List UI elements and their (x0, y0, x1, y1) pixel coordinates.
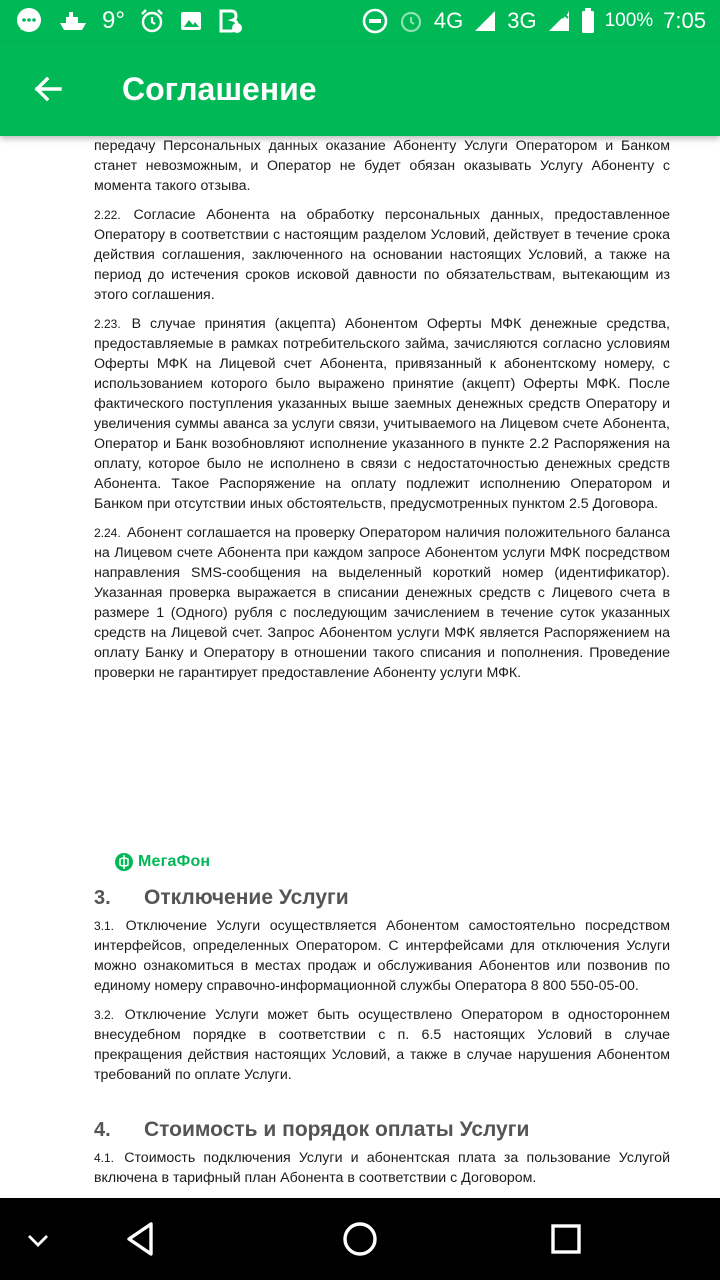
network-3g-label: 3G (507, 8, 537, 33)
boost-icon (217, 8, 243, 34)
page-title: Соглашение (122, 70, 317, 107)
app-bar (0, 42, 720, 136)
section-number: 3. (94, 887, 111, 909)
clause-number: 2.23. (94, 317, 121, 331)
chevron-down-icon (25, 1227, 51, 1253)
status-bar (0, 0, 720, 42)
clause-3-2 (94, 1005, 670, 1085)
section-4-heading (94, 1118, 529, 1142)
battery-icon (581, 8, 595, 34)
triangle-back-icon (123, 1220, 157, 1258)
logo-text: МегаФон (138, 853, 211, 870)
signal-4g-icon (473, 9, 497, 33)
battery-percent: 100% (604, 10, 654, 31)
megafon-logo (114, 852, 210, 872)
clause-number: 3.1. (94, 919, 115, 933)
paragraph-continuation: передачу Персональных данных оказание Абоненту Услуги Оператором и Банком станет невозможным, и Оператор не будет обязан оказывать Услугу Абоненту с момента такого отзыва. (94, 138, 670, 194)
clause-text: Стоимость подключения Услуги и абонентская плата за пользование Услугой включена в тарифный план Абонента в соответствии с Договором. (94, 1150, 670, 1186)
clause-text: Согласие Абонента на обработку персональных данных, предоставленное Оператору в соответствии с настоящим разделом Условий, действует в течение срока действия соглашения, заключенного на основании настоящих Условий, а также на период до истечения сроков исковой давности по обязательствам, вытекающим из этого соглашения. (94, 207, 670, 303)
ship-icon (58, 9, 88, 33)
section-title: Отключение Услуги (144, 886, 349, 909)
clause-number: 3.2. (94, 1008, 115, 1022)
megafon-logo-icon (114, 852, 134, 872)
signal-3g-icon (547, 9, 571, 33)
back-button[interactable] (0, 42, 96, 136)
section-4-body (94, 1148, 670, 1197)
clause-2-23 (94, 314, 670, 514)
document-page-2 (94, 136, 670, 692)
alarm-dim-icon (398, 8, 424, 34)
alarm-clock-icon (139, 8, 165, 34)
nav-back-button[interactable] (112, 1214, 168, 1264)
document-viewer[interactable] (0, 136, 720, 1198)
clause-4-1 (94, 1148, 670, 1188)
image-icon (179, 9, 203, 33)
status-left (0, 6, 243, 36)
clause-text: В случае принятия (акцепта) Абонентом Оферты МФК денежные средства, предоставляемые в рамках потребительского займа, зачисляются согласно условиям Оферты МФК на Лицевой счет Абонента, привязанный к абонентскому номеру, с использованием которого было выражено принятие (акцепт) Оферты МФК. После фактического поступления указанных выше заемных денежных средств Оператору и увеличения суммы аванса за услуги связи, учитываемого на Лицевом счете Абонента, Оператор и Банк возобновляют исполнение указанного в пункте 2.2 Распоряжения на оплату, которое было не исполнено в связи с недостаточностью денежных средств Абонента. Такое Распоряжение на оплату подлежит исполнению Оператором и Банком при отсутствии иных обстоятельств, предусмотренных пунктом 2.5 Договора. (94, 316, 670, 512)
clause-number: 2.24. (94, 526, 121, 540)
clause-2-24 (94, 523, 670, 683)
arrow-back-icon (32, 73, 64, 105)
clause-text: Отключение Услуги может быть осуществлено Оператором в одностороннем внесудебном порядке в соответствии с п. 6.5 настоящих Условий в случае прекращения действия настоящих Условий, а также в случае нарушения Абонентом требований по оплате Услуги. (94, 1007, 670, 1083)
temperature-text: 9° (102, 7, 125, 34)
circle-home-icon (341, 1220, 379, 1258)
clause-text: Абонент соглашается на проверку Оператором наличия положительного баланса на Лицевом счете Абонента при каждом запросе Абонентом услуги МФК посредством направления SMS-сообщения на выделенный короткий номер (идентификатор). Указанная проверка выражается в списании денежных средств с Лицевого счета в размере 1 (Одного) рубля с последующим зачислением в течение суток указанных средств на Лицевой счет. Запрос Абонентом услуги МФК является Распоряжением на оплату Банку и Оператору в отношении такого списания и пополнения. Проведение проверки не гарантирует предоставление Абоненту услуги МФК. (94, 525, 670, 681)
clause-2-22 (94, 205, 670, 305)
clause-text: Отключение Услуги осуществляется Абонентом самостоятельно посредством интерфейсов, определенных Оператором. С интерфейсами для отключения Услуги можно ознакомиться в местах продаж и обслуживания Абонентов или позвонив по единому номеру справочно-информационной службы Оператора 8 800 550-05-00. (94, 918, 670, 994)
status-right (362, 8, 720, 34)
clock-time: 7:05 (663, 8, 706, 33)
section-3-heading (94, 886, 349, 910)
chat-bubble-icon (14, 6, 44, 36)
square-recents-icon (549, 1222, 583, 1256)
clause-3-1 (94, 916, 670, 996)
collapse-button[interactable] (16, 1218, 60, 1262)
network-4g-label: 4G (433, 8, 464, 33)
section-number: 4. (94, 1119, 111, 1141)
clause-number: 2.22. (94, 208, 121, 222)
section-3-body (94, 916, 670, 1094)
recents-button[interactable] (538, 1212, 594, 1266)
navigation-bar (0, 1198, 720, 1280)
do-not-disturb-icon (362, 8, 388, 34)
home-button[interactable] (332, 1211, 388, 1267)
section-title: Стоимость и порядок оплаты Услуги (144, 1118, 530, 1141)
clause-number: 4.1. (94, 1151, 115, 1165)
